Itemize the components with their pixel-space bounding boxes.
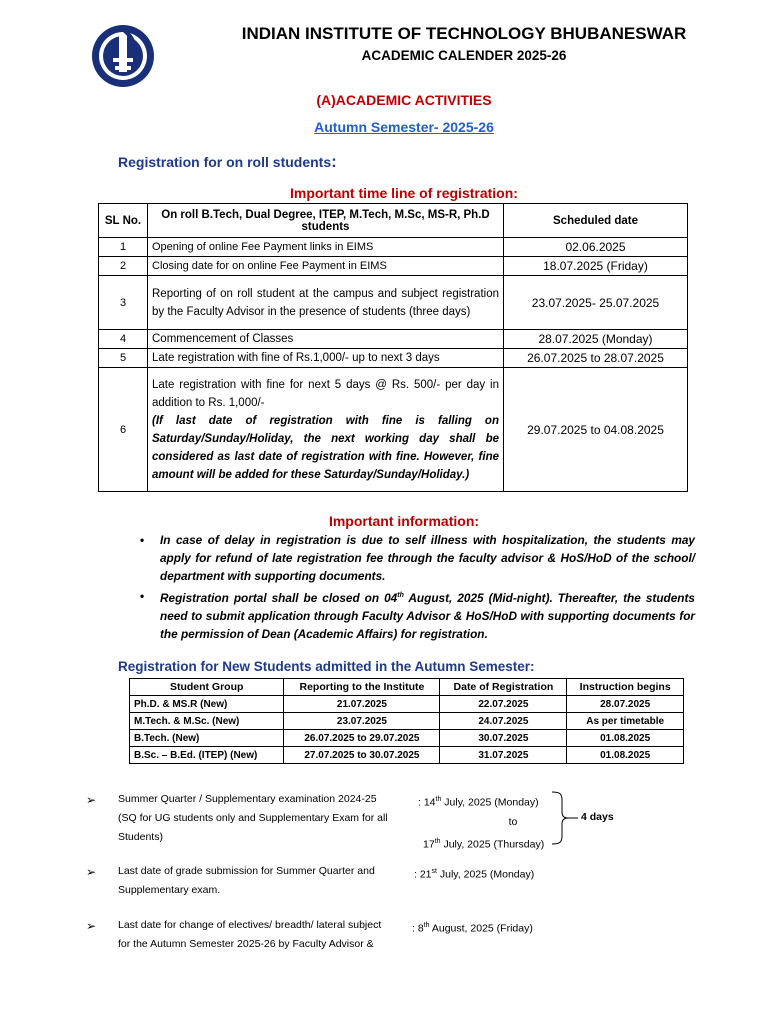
calendar-title: ACADEMIC CALENDER 2025-26 bbox=[361, 48, 567, 63]
table-row: 6 Late registration with fine for next 5 days @ Rs. 500/- per day in addition to Rs. 1,000/- (If last date of registration with fine is falling on Saturday/Sunday/Holiday, the next working day shall be considered as last date of registration with fine. However, fine amount will be added for these Saturday/Sunday/Holiday.) 29.07.2025 to 04.08.2025 bbox=[99, 368, 688, 492]
late-fine-text: Late registration with fine for next 5 days @ Rs. 500/- per day in addition to Rs. 1,000/- bbox=[152, 378, 499, 409]
semester-title: Autumn Semester- 2025-26 bbox=[314, 119, 494, 135]
iit-bhubaneswar-logo bbox=[89, 20, 157, 88]
summer-quarter-dates: : 14th July, 2025 (Monday) to 17th July, 2025 (Thursday) bbox=[418, 796, 545, 850]
four-days-label: 4 days bbox=[581, 811, 614, 823]
important-info-list bbox=[140, 531, 695, 645]
holiday-note: (If last date of registration with fine is falling on Saturday/Sunday/Holiday, the next working day shall be considered as last date of registration with fine. However, fine amount will be added for these Saturday/Sunday/Holiday.) bbox=[152, 414, 499, 481]
electives-change-date: : 8th August, 2025 (Friday) bbox=[412, 922, 533, 935]
table-row: 3 Reporting of on roll student at the campus and subject registration by the Faculty Advisor in the presence of students (three days) 23.07.2025- 25.07.2025 bbox=[99, 276, 688, 330]
list-item: • Registration portal shall be closed on 04th August, 2025 (Mid-night). Thereafter, the students need to submit application through Faculty Advisor & HoS/HoD with supporting documents for the permission of Dean (Academic Affairs) for registration. bbox=[140, 587, 695, 643]
table-row: 1 Opening of online Fee Payment links in EIMS 02.06.2025 bbox=[99, 238, 688, 257]
table-row: 2 Closing date for on online Fee Payment in EIMS 18.07.2025 (Friday) bbox=[99, 257, 688, 276]
section-title: (A)ACADEMIC ACTIVITIES bbox=[316, 92, 492, 108]
arrow-bullet-icon: ➢ bbox=[86, 793, 97, 807]
table-row: M.Tech. & M.Sc. (New) 23.07.2025 24.07.2025 As per timetable bbox=[130, 713, 684, 730]
table-row: B.Sc. – B.Ed. (ITEP) (New) 27.07.2025 to 30.07.2025 31.07.2025 01.08.2025 bbox=[130, 747, 684, 764]
table-row: B.Tech. (New) 26.07.2025 to 29.07.2025 30.07.2025 01.08.2025 bbox=[130, 730, 684, 747]
timeline-heading: Important time line of registration: bbox=[290, 185, 518, 201]
col-description: On roll B.Tech, Dual Degree, ITEP, M.Tech, M.Sc, MS-R, Ph.D students bbox=[148, 204, 504, 238]
table-row: 5 Late registration with fine of Rs.1,000/- up to next 3 days 26.07.2025 to 28.07.2025 bbox=[99, 349, 688, 368]
grade-submission-date: : 21st July, 2025 (Monday) bbox=[414, 868, 535, 881]
institute-title: INDIAN INSTITUTE OF TECHNOLOGY BHUBANESWAR bbox=[241, 24, 687, 43]
col-scheduled-date: Scheduled date bbox=[504, 204, 688, 238]
new-students-heading: Registration for New Students admitted in the Autumn Semester: bbox=[118, 659, 535, 674]
arrow-bullet-icon: ➢ bbox=[86, 865, 97, 879]
col-sl-no: SL No. bbox=[99, 204, 148, 238]
important-info-heading: Important information: bbox=[328, 513, 480, 529]
new-students-table: Student Group Reporting to the Institute Date of Registration Instruction begins Ph.D. & MS.R (New) 21.07.2025 22.07.2025 28.07.2025 M.Tech. & M.Sc. (New) 23.07.2025 24.07.2025 As per timetable B.Tech. (New) 26.07.2025 to 29.07.2025 30.07.2025 01.08.2025 B.Sc. – B.Ed. (ITEP) (New) 27.07.2025 to 30.07.2025 31.07.2025 01.08.2025 bbox=[129, 678, 684, 764]
summer-quarter-item: Summer Quarter / Supplementary examination 2024-25 (SQ for UG students only and Supplementary Exam for all Students) bbox=[118, 793, 388, 843]
curly-brace-icon bbox=[550, 790, 580, 846]
arrow-bullet-icon: ➢ bbox=[86, 919, 97, 933]
registration-heading: Registration for on roll students: bbox=[118, 152, 337, 171]
registration-timeline-table bbox=[98, 203, 688, 492]
list-item: • In case of delay in registration is due to self illness with hospitalization, the students may apply for refund of late registration fee through the faculty advisor & HoS/HoD of the school/ department with supporting documents. bbox=[140, 531, 695, 585]
electives-change-item: Last date for change of electives/ breadth/ lateral subject for the Autumn Semester 2025-26 by Faculty Advisor & bbox=[118, 919, 382, 950]
table-row: Ph.D. & MS.R (New) 21.07.2025 22.07.2025 28.07.2025 bbox=[130, 696, 684, 713]
table-row: 4 Commencement of Classes 28.07.2025 (Monday) bbox=[99, 330, 688, 349]
grade-submission-item: Last date of grade submission for Summer Quarter and Supplementary exam. bbox=[118, 865, 375, 896]
